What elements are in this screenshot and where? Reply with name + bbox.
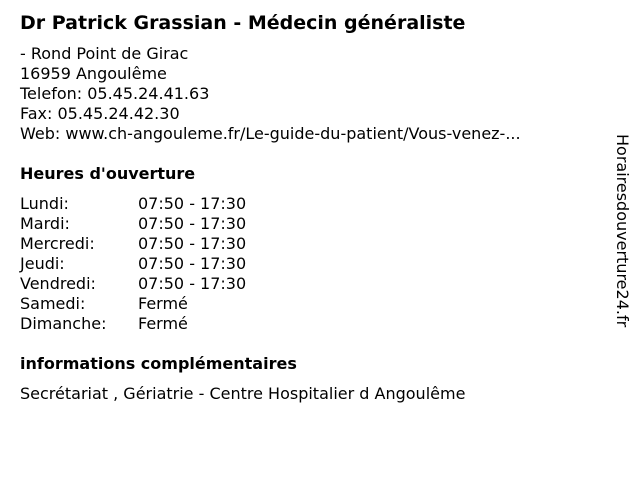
website-link[interactable]: Web: www.ch-angouleme.fr/Le-guide-du-patient/Vous-venez-... [20, 124, 521, 143]
day-label: Mardi: [20, 214, 70, 233]
phone-number[interactable]: Telefon: 05.45.24.41.63 [20, 84, 210, 103]
additional-info-text: Secrétariat , Gériatrie - Centre Hospitalier d Angoulême [20, 384, 466, 403]
time-value: 07:50 - 17:30 [138, 274, 247, 293]
day-label: Vendredi: [20, 274, 96, 293]
day-label: Lundi: [20, 194, 69, 213]
time-value: 07:50 - 17:30 [138, 254, 247, 273]
time-value: Fermé [138, 314, 188, 333]
day-label: Jeudi: [20, 254, 65, 273]
time-value: Fermé [138, 294, 188, 313]
fax-number: Fax: 05.45.24.42.30 [20, 104, 180, 123]
day-label: Samedi: [20, 294, 86, 313]
day-label: Dimanche: [20, 314, 107, 333]
opening-hours-heading: Heures d'ouverture [20, 164, 196, 183]
page-title: Dr Patrick Grassian - Médecin généraliste [20, 12, 466, 34]
site-watermark: Horairesdouverture24.fr [613, 134, 632, 328]
time-value: 07:50 - 17:30 [138, 234, 247, 253]
day-label: Mercredi: [20, 234, 95, 253]
address-city: 16959 Angoulême [20, 64, 167, 83]
time-value: 07:50 - 17:30 [138, 194, 247, 213]
additional-info-heading: informations complémentaires [20, 354, 297, 373]
address-street: - Rond Point de Girac [20, 44, 189, 63]
contact-block [20, 44, 521, 144]
time-value: 07:50 - 17:30 [138, 214, 247, 233]
